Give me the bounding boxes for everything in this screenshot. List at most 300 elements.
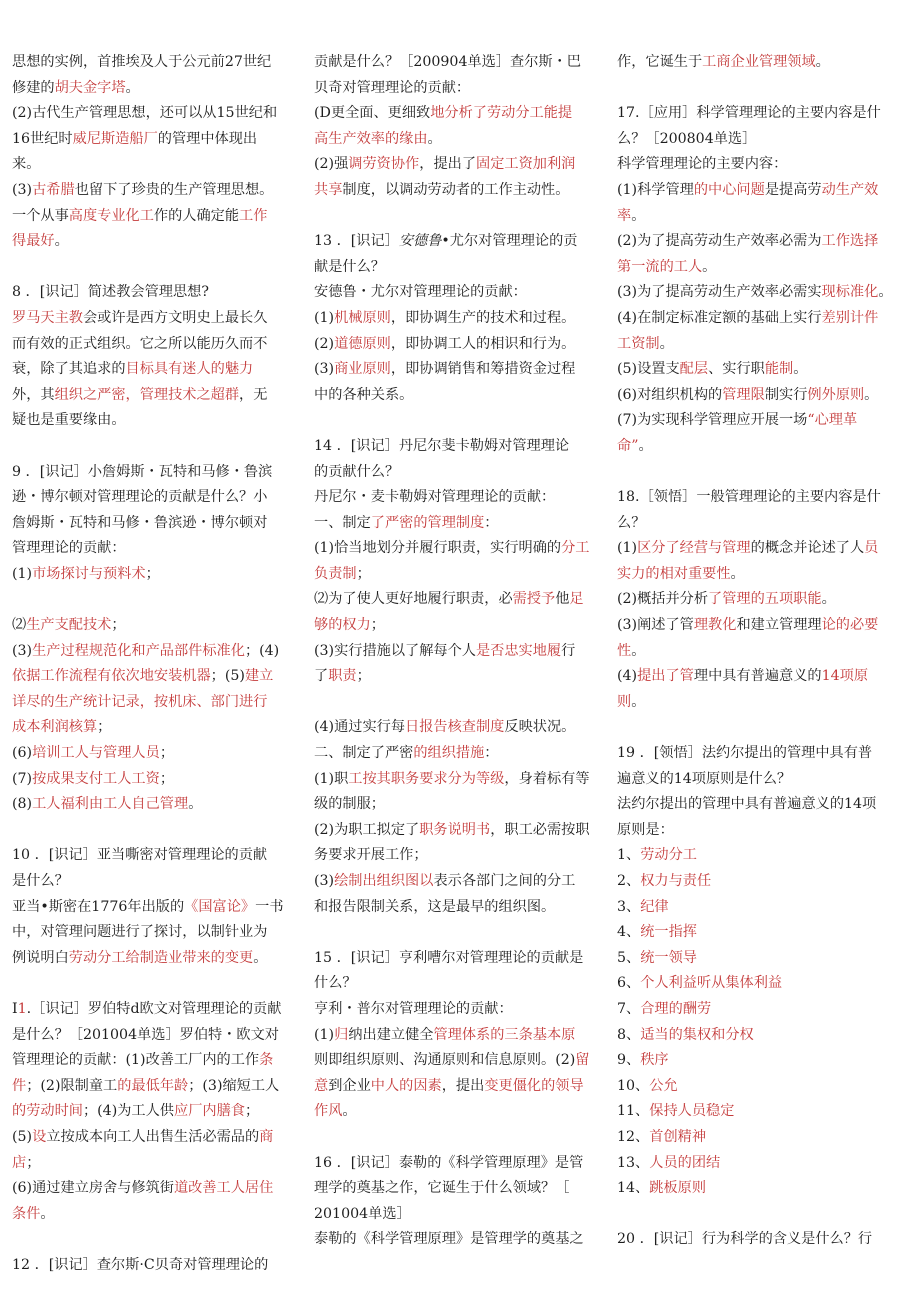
- text-line: [617, 1227, 911, 1253]
- highlight-text: 工商企业管理领域: [702, 54, 816, 70]
- highlight-text: 固定工资加利润: [476, 156, 576, 173]
- text-line: [314, 613, 606, 639]
- body-text: ；: [370, 617, 385, 634]
- blank-line: [617, 76, 911, 102]
- body-text: 来。: [12, 156, 41, 173]
- body-text: 亨利・普尔对管理理论的贡献：: [314, 1000, 513, 1017]
- text-line: [617, 690, 911, 716]
- body-text: 。: [730, 565, 745, 582]
- body-text: 。: [342, 1103, 357, 1120]
- body-text: 中，对管理问题进行了探讨，以制针业为: [12, 924, 268, 941]
- highlight-text: 够的权力: [314, 617, 371, 634]
- text-line: [12, 767, 300, 793]
- body-text: 3、: [617, 898, 641, 915]
- text-line: [12, 408, 300, 434]
- highlight-text: 职务说明书: [419, 821, 491, 838]
- body-text: ；: [111, 617, 126, 634]
- highlight-text: 个人利益听从集体利益: [640, 975, 783, 992]
- body-text: 外，其: [12, 386, 55, 403]
- highlight-text: 是否忠实地履: [475, 642, 562, 659]
- text-line: [12, 536, 300, 562]
- highlight-text: 中人的因素: [370, 1077, 442, 1094]
- body-text: 。: [864, 386, 879, 403]
- body-text: (6): [12, 745, 33, 762]
- text-line: [314, 511, 606, 537]
- text-line: [617, 946, 911, 972]
- text-line: [617, 332, 911, 358]
- text-line: [12, 229, 300, 255]
- text-line: [12, 664, 300, 690]
- text-line: [314, 971, 606, 997]
- body-text: 12 ．[识记］查尔斯·C贝奇对管理理论的: [12, 1256, 269, 1273]
- column-left: [12, 50, 300, 1279]
- body-text: (4): [617, 668, 638, 685]
- highlight-text: 《国富论》: [184, 898, 256, 915]
- text-line: [12, 357, 300, 383]
- highlight-text: 权力与责任: [640, 873, 712, 889]
- body-text: ，提出了: [419, 156, 477, 173]
- body-text: ；(4): [244, 642, 280, 659]
- body-text: 9 ．[识记］小詹姆斯・瓦特和马修・鲁滨: [12, 463, 273, 480]
- body-text: 9、: [617, 1052, 641, 1069]
- text-line: [12, 869, 300, 895]
- body-text: (6)对组织机构的: [617, 386, 723, 403]
- highlight-text: 适当的集权和分权: [640, 1026, 754, 1043]
- body-text: 二、制定了严密: [314, 745, 414, 762]
- blank-line: [617, 715, 911, 741]
- body-text: ；: [356, 565, 371, 582]
- body-text: 。: [638, 437, 653, 454]
- body-text: 10 ．[识记］亚当嘶密对管理理论的贡献: [12, 847, 268, 864]
- highlight-text: 设: [32, 1128, 47, 1145]
- body-text: (1): [617, 540, 638, 557]
- body-text: 管理理论的贡献：(1)改善工厂内的工作: [12, 1052, 260, 1069]
- highlight-text: 负责制: [314, 565, 357, 582]
- body-text: (1)恰当地划分并履行职责，实行明确的: [314, 540, 562, 557]
- highlight-text: 动生产效: [821, 181, 879, 198]
- body-text: 是什么？: [12, 873, 69, 889]
- highlight-text: 店: [12, 1154, 27, 1171]
- text-line: [617, 229, 911, 255]
- body-text: (3): [314, 361, 335, 378]
- body-text: 的贡献什么？: [314, 463, 400, 480]
- text-line: [617, 1125, 911, 1151]
- body-text: ⑵为了使人更好地履行职责，必: [314, 591, 513, 608]
- body-text: 贡献是什么？［200904单选］查尔斯・巴: [314, 54, 581, 70]
- body-text: ；: [97, 719, 112, 736]
- highlight-text: 足: [569, 591, 584, 608]
- body-text: (1): [314, 309, 335, 326]
- body-text: ；(4)为工人供: [82, 1103, 174, 1120]
- body-text: (3): [12, 181, 33, 198]
- highlight-text: 道改善工人居住: [173, 1180, 274, 1197]
- body-text: ：: [484, 514, 499, 531]
- column-middle: [314, 50, 606, 1253]
- body-text: (1)科学管理: [617, 181, 694, 198]
- body-text: 。: [253, 949, 268, 966]
- text-line: [314, 357, 606, 383]
- body-text: 理中具有普遍意义的: [693, 668, 822, 685]
- highlight-text: 的最低年龄: [117, 1077, 189, 1094]
- highlight-text: 日报告核查制度: [405, 719, 505, 736]
- highlight-text: 合理的酬劳: [640, 1000, 712, 1017]
- highlight-text: 提出了管: [637, 668, 694, 685]
- text-line: [617, 1176, 911, 1202]
- body-text: 级的制服；: [314, 796, 385, 813]
- text-line: [314, 715, 606, 741]
- text-line: [314, 843, 606, 869]
- text-line: [314, 639, 606, 665]
- highlight-text: 纪律: [640, 898, 669, 915]
- highlight-text: 实力的相对重要性: [617, 565, 731, 582]
- text-line: [617, 818, 911, 844]
- body-text: 14 ．[识记］丹尼尔斐卡勒姆对管理理论: [314, 437, 570, 454]
- highlight-text: 共享: [314, 181, 343, 198]
- body-text: ，提出: [441, 1077, 485, 1094]
- body-text: 11、: [617, 1103, 650, 1120]
- body-text: 8、: [617, 1026, 641, 1043]
- body-text: (5)设置支: [617, 361, 680, 378]
- body-text: ；: [356, 668, 371, 685]
- body-text: (2)强: [314, 156, 349, 173]
- text-line: [314, 332, 606, 358]
- body-text: 。: [40, 1205, 55, 1222]
- highlight-text: 劳动分工: [640, 847, 697, 864]
- highlight-text: 调劳资协作: [348, 156, 420, 173]
- body-text: 和建立管理理: [736, 617, 822, 634]
- highlight-text: 跳板原则: [649, 1180, 707, 1197]
- text-line: [617, 485, 911, 511]
- body-text: ，身着标有等: [504, 770, 590, 787]
- text-line: [617, 1151, 911, 1177]
- text-line: [12, 843, 300, 869]
- body-text: 一书: [255, 898, 284, 915]
- body-text: 遍意义的14项原则是什么？: [617, 770, 792, 787]
- highlight-text: 人员的团结: [649, 1154, 721, 1171]
- body-text: 。: [815, 54, 830, 70]
- text-line: [12, 1099, 300, 1125]
- text-line: [314, 383, 606, 409]
- body-text: 务要求开展工作；: [314, 847, 428, 864]
- body-text: 詹姆斯・瓦特和马修・鲁滨逊・博尔顿对: [12, 514, 268, 531]
- body-text: ，即协调生产的技术和过程。: [390, 309, 576, 326]
- text-line: [617, 536, 911, 562]
- highlight-text: 应厂内膳食: [174, 1103, 245, 1120]
- body-text: 尤尔对管理理论的贡: [449, 233, 578, 250]
- highlight-text: 了管理的五项职能: [708, 591, 822, 608]
- highlight-text: 胡夫金字塔: [54, 79, 126, 96]
- text-line: [314, 946, 606, 972]
- text-line: [314, 485, 606, 511]
- column-right: [617, 50, 911, 1253]
- body-text: 。: [878, 284, 893, 301]
- highlight-text: 绘制出组织图以: [334, 873, 434, 889]
- text-line: [12, 1125, 300, 1151]
- text-line: [617, 306, 911, 332]
- text-line: [314, 562, 606, 588]
- body-text: 。: [702, 258, 717, 275]
- body-text: (1): [314, 1026, 335, 1043]
- body-text: 、实行职: [708, 361, 765, 378]
- text-line: [314, 1099, 606, 1125]
- blank-line: [12, 1227, 300, 1253]
- text-line: [12, 1202, 300, 1228]
- text-line: [12, 383, 300, 409]
- text-line: [617, 869, 911, 895]
- highlight-text: 差别计件: [821, 309, 879, 326]
- body-text: (2)古代生产管理思想，还可以从15世纪和: [12, 105, 278, 122]
- text-line: [12, 1048, 300, 1074]
- body-text: 19 ．[领悟］法约尔提出的管理中具有普: [617, 745, 873, 762]
- body-text: 修建的: [12, 79, 55, 96]
- text-line: [314, 306, 606, 332]
- text-line: [314, 255, 606, 281]
- highlight-text: 机械原则: [334, 309, 391, 326]
- body-text: 到企业: [328, 1077, 371, 1094]
- text-line: [314, 1074, 606, 1100]
- text-line: [314, 101, 606, 127]
- body-text: 15 ．[识记］亨利嘈尔对管理理论的贡献是: [314, 949, 584, 966]
- text-line: [617, 587, 911, 613]
- highlight-text: 1: [17, 1000, 27, 1017]
- text-line: [12, 895, 300, 921]
- highlight-text: 区分了经营与管理: [637, 540, 751, 557]
- text-line: [617, 664, 911, 690]
- blank-line: [12, 818, 300, 844]
- body-text: 16 ．[识记］泰勒的《科学管理原理》是管: [314, 1154, 584, 1171]
- text-line: [12, 178, 300, 204]
- highlight-text: 高生产效率的缘由: [314, 130, 428, 147]
- body-text: 例说明白: [12, 949, 69, 966]
- highlight-text: 分工: [561, 540, 590, 557]
- highlight-text: 详尽的生产统计记录，按机床、部门进行: [12, 693, 268, 710]
- body-text: 13、: [617, 1154, 650, 1171]
- body-text: 。: [821, 591, 836, 608]
- highlight-text: 公允: [649, 1077, 678, 1094]
- highlight-text: 第一流的工人: [617, 258, 703, 275]
- body-text: 丹尼尔・麦卡勒姆对管理理论的贡献：: [314, 489, 556, 506]
- body-text: 么？: [617, 514, 646, 531]
- text-line: [12, 50, 300, 76]
- body-text: 。: [631, 642, 646, 659]
- body-text: 6、: [617, 975, 641, 992]
- text-line: [12, 1176, 300, 1202]
- highlight-text: 成本利润核算: [12, 719, 98, 736]
- body-text: 而有效的正式组织。它之所以能历久而不: [12, 335, 268, 352]
- text-line: [617, 357, 911, 383]
- blank-line: [314, 690, 606, 716]
- highlight-text: 统一领导: [640, 949, 697, 966]
- highlight-text: 现标准化: [821, 284, 879, 301]
- text-line: [314, 997, 606, 1023]
- body-text: 行: [561, 642, 576, 659]
- text-line: [12, 76, 300, 102]
- body-text: 一、制定: [314, 514, 371, 531]
- text-line: [314, 152, 606, 178]
- text-line: [617, 434, 911, 460]
- text-line: [314, 741, 606, 767]
- body-text: (3): [12, 642, 33, 659]
- body-text: 。: [54, 233, 69, 250]
- body-text: 是什么？［201004单选］罗伯特・欧文对: [12, 1026, 279, 1043]
- body-text: 逊・博尔顿对管理理论的贡献是什么？小: [12, 489, 268, 506]
- text-line: [12, 460, 300, 486]
- highlight-text: 工作: [239, 207, 268, 224]
- text-line: [617, 280, 911, 306]
- body-text: .［识记］罗伯特d欧文对管理理论的贡献: [26, 1000, 282, 1017]
- body-text: 一个从事: [12, 207, 69, 224]
- body-text: (4)在制定标准定额的基础上实行: [617, 309, 822, 326]
- highlight-text: 作风: [314, 1103, 343, 1120]
- highlight-text: 首创精神: [649, 1128, 707, 1145]
- body-text: 。: [427, 130, 442, 147]
- text-line: [314, 229, 606, 255]
- text-line: [617, 562, 911, 588]
- text-line: [12, 792, 300, 818]
- body-text: 的概念并论述了人: [750, 540, 865, 557]
- highlight-text: 配层: [679, 361, 709, 378]
- highlight-text: 职责: [328, 668, 357, 685]
- highlight-text: 的劳动时间: [12, 1103, 83, 1120]
- highlight-text: 理教化: [693, 617, 737, 634]
- text-line: [12, 946, 300, 972]
- highlight-text: 地分析了劳动分工能提: [430, 105, 573, 122]
- body-text: 立按成本向工人出售生活必需品的: [46, 1128, 260, 1145]
- body-text: 和报告限制关系，这是最早的组织图。: [314, 898, 556, 915]
- highlight-text: 工人福利由工人自己管理: [32, 796, 189, 813]
- text-line: [314, 1202, 606, 1228]
- text-line: [314, 1176, 606, 1202]
- text-line: [617, 895, 911, 921]
- body-text: 什么？: [314, 975, 357, 992]
- highlight-text: 论的必要: [821, 617, 879, 634]
- highlight-text: 了严密的管理制度: [370, 514, 485, 531]
- highlight-text: 统一指挥: [640, 924, 697, 941]
- highlight-text: 归: [334, 1026, 349, 1043]
- highlight-text: 14项原: [821, 668, 869, 685]
- blank-line: [12, 971, 300, 997]
- body-text: 16世纪时: [12, 130, 73, 147]
- body-text: 17.［应用］科学管理理论的主要内容是什: [617, 105, 881, 122]
- body-text: (6)通过建立房舍与修筑街: [12, 1180, 174, 1197]
- body-text: 则即组织原则、沟通原则和信息原则。(2): [314, 1052, 576, 1069]
- blank-line: [314, 408, 606, 434]
- highlight-text: 商业原则: [334, 361, 391, 378]
- text-line: [314, 767, 606, 793]
- highlight-text: 意: [314, 1077, 329, 1094]
- highlight-text: 依据工作流程有依次地安装机器: [12, 668, 211, 685]
- body-text: (3)实行措施以了解每个人: [314, 642, 476, 659]
- body-text: 法约尔提出的管理中具有普遍意义的14项: [617, 796, 877, 813]
- blank-line: [12, 434, 300, 460]
- body-text: 14、: [617, 1180, 650, 1197]
- text-line: [12, 204, 300, 230]
- body-text: 2、: [617, 873, 641, 889]
- body-text: ；(2)限制童工: [26, 1077, 118, 1094]
- body-text: 。: [793, 361, 808, 378]
- highlight-text: 生产过程规范化和产品部件标准化: [32, 642, 245, 659]
- body-text: 泰勒的《科学管理原理》是管理学的奠基之: [314, 1231, 584, 1248]
- body-text: 原则是：: [617, 821, 674, 838]
- body-text: (4)通过实行每: [314, 719, 406, 736]
- text-line: [12, 485, 300, 511]
- body-text: ；: [159, 770, 175, 787]
- highlight-text: 性: [617, 642, 632, 659]
- text-line: [617, 178, 911, 204]
- body-text: 科学管理理论的主要内容：: [617, 156, 788, 173]
- body-text: ；: [244, 1103, 260, 1120]
- text-line: [12, 127, 300, 153]
- text-line: [314, 895, 606, 921]
- body-text: ，无: [239, 386, 268, 403]
- body-text: 衰，除了其追求的: [12, 361, 126, 378]
- text-line: [12, 613, 300, 639]
- body-text: ，即协调工人的相识和行为。: [390, 335, 576, 352]
- highlight-text: 条: [259, 1052, 274, 1069]
- text-line: [314, 1151, 606, 1177]
- body-text: 表示各部门之间的分工: [433, 873, 576, 889]
- highlight-text: 率: [617, 207, 632, 224]
- body-text: (2)为了提高劳动生产效率必需为: [617, 233, 822, 250]
- body-text: 献是什么？: [314, 258, 385, 275]
- body-text: (7): [12, 770, 33, 787]
- blank-line: [314, 204, 606, 230]
- highlight-text: 条件: [12, 1205, 41, 1222]
- body-text: ；: [26, 1154, 41, 1171]
- text-line: [314, 869, 606, 895]
- text-line: [12, 690, 300, 716]
- body-text: 的管理中体现出: [157, 130, 258, 147]
- text-line: [617, 997, 911, 1023]
- body-text: 。: [188, 796, 203, 813]
- text-line: [314, 792, 606, 818]
- highlight-text: 培训工人与管理人员: [32, 745, 160, 762]
- body-text: 安德鲁•: [398, 233, 450, 250]
- text-line: [12, 1253, 300, 1279]
- text-line: [617, 255, 911, 281]
- body-text: 纳出建立健全: [348, 1026, 434, 1043]
- highlight-text: 古希腊: [32, 181, 75, 198]
- body-text: 制实行: [764, 386, 808, 403]
- highlight-text: 保持人员稳定: [649, 1103, 735, 1120]
- highlight-text: 建立: [244, 668, 274, 685]
- body-text: 201004单选］: [314, 1205, 411, 1222]
- body-text: (1): [12, 565, 33, 582]
- body-text: 13 ．[识记］: [314, 233, 399, 250]
- text-line: [314, 178, 606, 204]
- body-text: 疑也是重要缘由。: [12, 412, 126, 429]
- body-text: I: [12, 1000, 18, 1017]
- body-text: ；: [159, 745, 175, 762]
- body-text: (2)概括并分析: [617, 591, 709, 608]
- body-text: 12、: [617, 1128, 650, 1145]
- body-text: (5): [12, 1128, 33, 1145]
- text-line: [12, 1023, 300, 1049]
- text-line: [617, 767, 911, 793]
- highlight-text: “心理革: [807, 412, 858, 429]
- highlight-text: 管理限: [722, 386, 765, 403]
- body-text: 8 ．[识记］简述教会管理思想?: [12, 284, 209, 301]
- blank-line: [12, 587, 300, 613]
- text-line: [314, 434, 606, 460]
- text-line: [12, 332, 300, 358]
- text-line: [314, 664, 606, 690]
- text-line: [617, 920, 911, 946]
- highlight-text: 变更僵化的领导: [484, 1077, 584, 1094]
- highlight-text: 需授予: [512, 591, 556, 608]
- body-text: 作，它诞生于: [617, 54, 703, 70]
- highlight-text: 则: [617, 693, 632, 710]
